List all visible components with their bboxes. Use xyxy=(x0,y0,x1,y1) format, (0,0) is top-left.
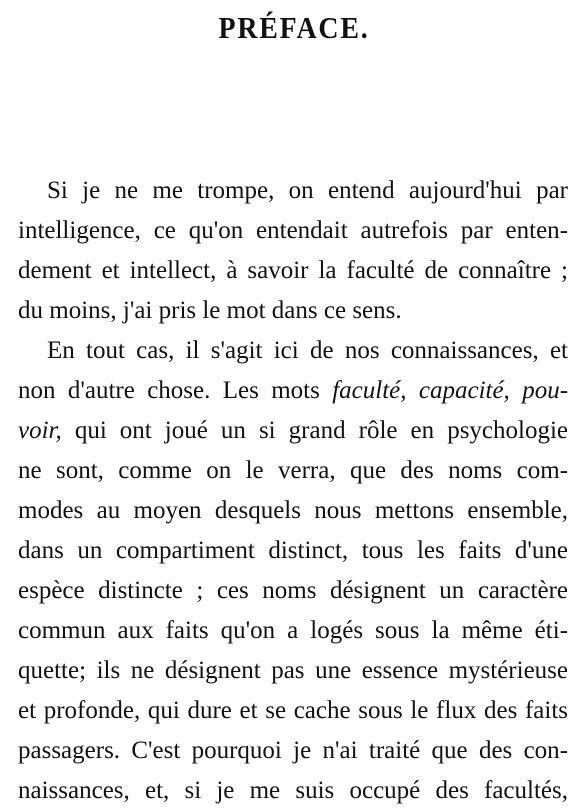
text-line: dans un compartiment distinct, tous les faits d'une xyxy=(18,537,568,564)
italic-word: voir, xyxy=(18,417,62,444)
text-line: dement et intellect, à savoir la faculté de connaître ; xyxy=(18,257,568,284)
text-line: ne sont, comme on le verra, que des noms com- xyxy=(18,457,568,484)
text-line: En tout cas, il s'agit ici de nos connaissances, et xyxy=(47,337,568,364)
text-line: quette; ils ne désignent pas une essence mystérieuse xyxy=(18,657,568,684)
text-line: Si je ne me trompe, on entend aujourd'hui par xyxy=(47,177,568,204)
text-line: modes au moyen desquels nous mettons ensemble, xyxy=(18,497,568,524)
italic-word: pou- xyxy=(522,377,569,404)
text-line: intelligence, ce qu'on entendait autrefois par enten- xyxy=(18,217,568,244)
text-line: espèce distincte ; ces noms désignent un caractère xyxy=(18,577,568,604)
text-run: non d'autre chose. Les mots xyxy=(18,377,320,404)
text-line-with-italics xyxy=(18,371,568,411)
text-line-with-italics xyxy=(18,411,568,451)
text-line: commun aux faits qu'on a logés sous la même éti- xyxy=(18,617,568,644)
text-run: qui ont joué un si grand rôle en psychologie xyxy=(74,417,569,444)
page-title: PRÉFACE. xyxy=(218,10,370,45)
text-line: et profonde, qui dure et se cache sous le flux des faits xyxy=(18,697,568,724)
italic-word: faculté, xyxy=(332,377,407,404)
text-line: naissances, et, si je me suis occupé des facultés, xyxy=(18,777,568,804)
italic-word: capacité, xyxy=(418,377,510,404)
text-line: passagers. C'est pourquoi je n'ai traité que des con- xyxy=(18,737,568,764)
text-line: du moins, j'ai pris le mot dans ce sens. xyxy=(18,297,402,324)
